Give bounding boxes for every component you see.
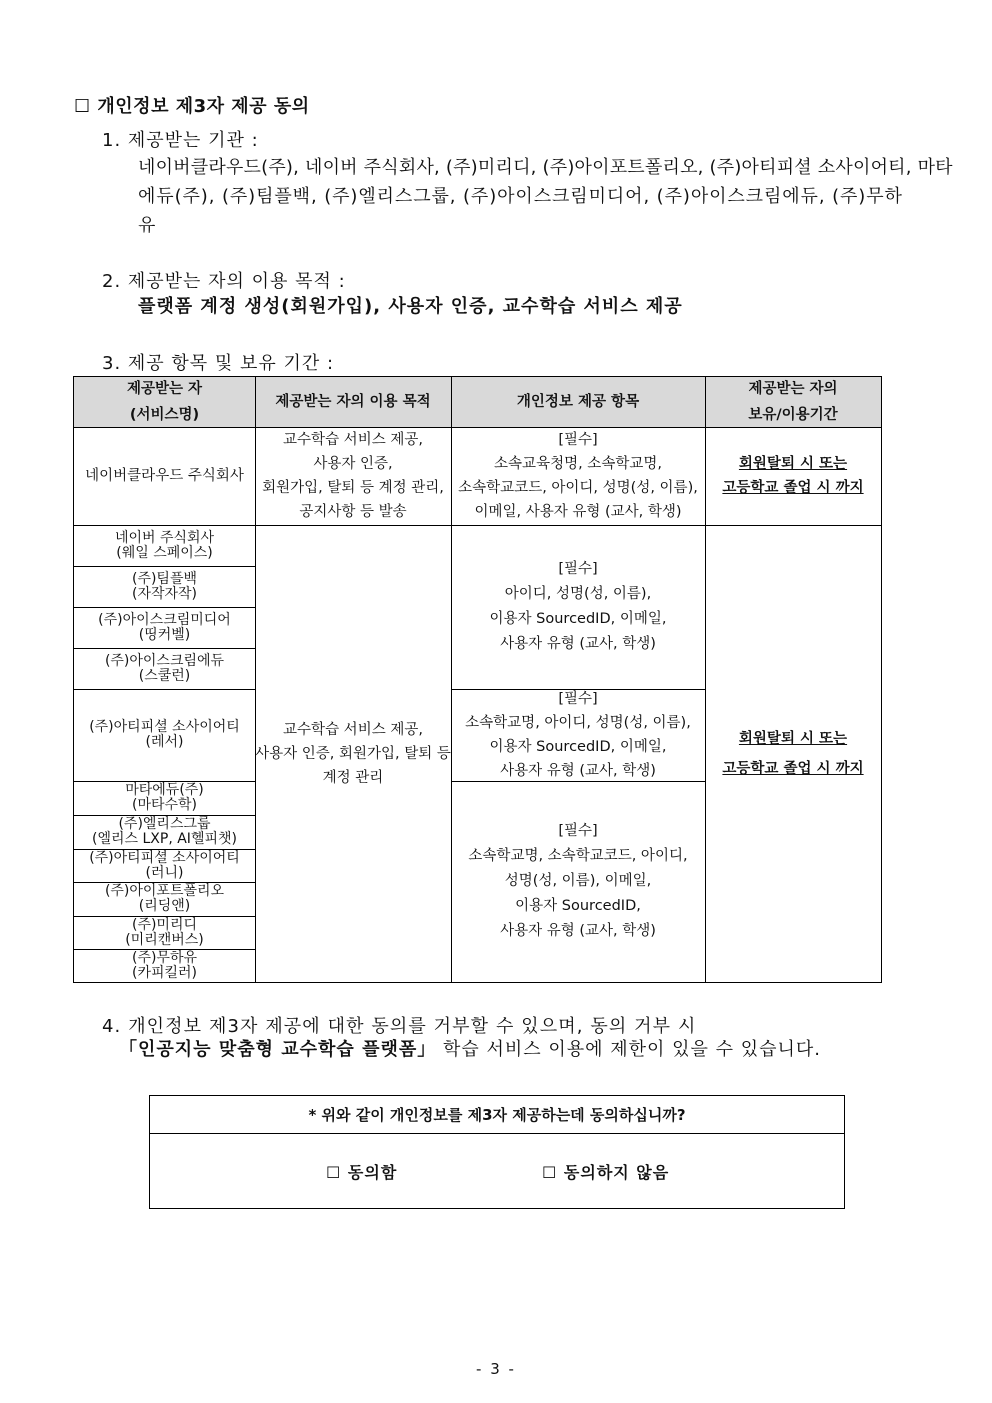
table-rule: [74, 882, 255, 883]
recipient-service: (리딩앤): [138, 898, 191, 914]
table-rule: [74, 566, 255, 567]
recipient-cell: [74, 949, 255, 982]
item2-heading: 2. 제공받는 자의 이용 목적 :: [102, 271, 346, 292]
items-b-line: [필수]: [558, 691, 598, 707]
row1-items-line: [필수]: [558, 432, 598, 448]
recipient-service: (미리캔버스): [125, 931, 204, 948]
header-recipient-line: 제공받는 자: [126, 381, 203, 397]
recipient-name: 마타에듀(주): [125, 782, 204, 798]
recipient-cell: [74, 882, 255, 916]
recipient-service: (띵커벨): [138, 626, 191, 643]
recipient-name: (주)미리디: [131, 916, 198, 933]
page-number: - 3 -: [476, 1360, 516, 1378]
recipient-service: (자작자작): [131, 585, 198, 602]
items-b-line: 이용자 SourcedID, 이메일,: [489, 739, 667, 755]
table-rule: [451, 689, 705, 690]
row1-purpose-line: 공지사항 등 발송: [299, 504, 407, 520]
item1-body: [138, 153, 953, 240]
recipient-cell: [74, 607, 255, 648]
recipient-cell: [74, 916, 255, 949]
recipient-name: (주)엘리스그룹: [118, 816, 211, 832]
row1-purpose-line: 사용자 인증,: [313, 456, 393, 472]
recipient-cell: [74, 648, 255, 689]
group-purpose-line: 교수학습 서비스 제공,: [283, 721, 423, 738]
item1-line: 네이버클라우드(주), 네이버 주식회사, (주)미리디, (주)아이포트폴리오, (주)아티피셜 소사이어티, 마타: [138, 157, 953, 178]
table-rule: [705, 377, 706, 982]
header-recipient: [74, 377, 255, 427]
item1-heading: 1. 제공받는 기관 :: [102, 130, 259, 151]
group-period-line: 고등학교 졸업 시 까지: [722, 760, 864, 777]
row1-period-line: 고등학교 졸업 시 까지: [722, 480, 864, 496]
item4-line2: [119, 1035, 821, 1061]
recipient-name: (주)팀플백: [131, 570, 198, 587]
items-a-line: 아이디, 성명(성, 이름),: [504, 586, 652, 602]
group-period-line: 회원탈퇴 시 또는: [738, 730, 848, 747]
table-rule: [74, 607, 255, 608]
row1-purpose-line: 회원가입, 탈퇴 등 계정 관리,: [262, 480, 444, 496]
header-period: [705, 377, 881, 427]
recipient-service: (카피킬러): [131, 964, 198, 981]
table-rule: [255, 377, 256, 982]
item4-line2-rest: 학습 서비스 이용에 제한이 있을 수 있습니다.: [436, 1039, 821, 1060]
group-purpose-line: 사용자 인증, 회원가입, 탈퇴 등: [255, 745, 451, 762]
recipient-name: (주)아이포트폴리오: [104, 883, 225, 899]
table-rule: [74, 815, 255, 816]
group-purpose-line: 계정 관리: [322, 769, 384, 786]
items-b: [451, 689, 705, 781]
consent-question: * 위와 같이 개인정보를 제3자 제공하는데 동의하십니까?: [150, 1096, 844, 1134]
section-title: ☐ 개인정보 제3자 제공 동의: [74, 96, 310, 117]
recipient-name: (주)무하유: [131, 949, 198, 966]
items-a-line: 사용자 유형 (교사, 학생): [500, 636, 656, 652]
group-period: [705, 525, 881, 982]
items-c-line: 성명(성, 이름), 이메일,: [504, 873, 652, 889]
provision-table: [73, 376, 882, 983]
items-a-line: 이용자 SourcedID, 이메일,: [489, 611, 667, 627]
recipient-name: 네이버 주식회사: [114, 529, 215, 546]
row1-items-line: 이메일, 사용자 유형 (교사, 학생): [474, 504, 682, 520]
recipient-service: (스쿨런): [138, 667, 191, 684]
recipient-cell: [74, 689, 255, 781]
table-rule: [74, 525, 881, 526]
recipient-cell: [74, 849, 255, 882]
item4-line1: 4. 개인정보 제3자 제공에 대한 동의를 거부할 수 있으며, 동의 거부 시: [102, 1016, 697, 1037]
group-purpose: [255, 525, 451, 982]
table-rule: [74, 916, 255, 917]
row1-items: [451, 427, 705, 525]
recipient-name: (주)아이스크림미디어: [98, 611, 231, 628]
header-items: 개인정보 제공 항목: [451, 377, 705, 427]
table-rule: [74, 949, 255, 950]
table-rule: [74, 689, 255, 690]
recipient-service: (레서): [145, 734, 184, 750]
item2-text: 플랫폼 계정 생성(회원가입), 사용자 인증, 교수학습 서비스 제공: [138, 296, 683, 317]
items-a-line: [필수]: [558, 561, 598, 577]
header-purpose: 제공받는 자의 이용 목적: [255, 377, 451, 427]
recipient-name: (주)아티피셜 소사이어티: [89, 849, 240, 866]
items-c-line: [필수]: [558, 823, 598, 839]
agree-checkbox[interactable]: ☐ 동의함: [326, 1163, 398, 1182]
disagree-checkbox[interactable]: ☐ 동의하지 않음: [542, 1163, 670, 1182]
consent-box: [149, 1095, 845, 1209]
recipient-cell: [74, 525, 255, 566]
row1-period: [705, 427, 881, 525]
items-c-line: 소속학교명, 소속학교코드, 아이디,: [468, 848, 688, 864]
table-rule: [451, 781, 705, 782]
row1-purpose: [255, 427, 451, 525]
table-rule: [74, 427, 881, 428]
recipient-service: (마타수학): [131, 797, 198, 813]
item1-line: 에듀(주), (주)팀플백, (주)엘리스그룹, (주)아이스크림미디어, (주)아이스크림에듀, (주)무하: [138, 186, 903, 207]
items-c: [451, 781, 705, 982]
row1-recipient: 네이버클라우드 주식회사: [85, 468, 244, 484]
items-c-line: 이용자 SourcedID,: [515, 898, 641, 914]
table-rule: [74, 849, 255, 850]
header-period-line: 제공받는 자의: [748, 381, 838, 397]
recipient-service: (엘리스 LXP, AI헬피챗): [92, 831, 237, 847]
row1-items-line: 소속학교코드, 아이디, 성명(성, 이름),: [458, 480, 698, 496]
recipient-service: (웨일 스페이스): [116, 544, 213, 561]
recipient-cell: [74, 566, 255, 607]
row1-period-line: 회원탈퇴 시 또는: [738, 456, 848, 472]
item3-heading: 3. 제공 항목 및 보유 기간 :: [102, 353, 335, 374]
items-c-line: 사용자 유형 (교사, 학생): [500, 923, 656, 939]
table-rule: [74, 648, 255, 649]
table-rule: [74, 781, 255, 782]
items-b-line: 소속학교명, 아이디, 성명(성, 이름),: [465, 715, 691, 731]
items-b-line: 사용자 유형 (교사, 학생): [500, 763, 656, 779]
header-period-line: 보유/이용기간: [748, 407, 838, 423]
recipient-cell: [74, 781, 255, 815]
recipient-service: (러니): [145, 864, 184, 881]
recipient-cell: [74, 815, 255, 849]
header-recipient-line: (서비스명): [129, 407, 200, 423]
row1-items-line: 소속교육청명, 소속학교명,: [494, 456, 662, 472]
recipient-name: (주)아이스크림에듀: [104, 652, 225, 669]
recipient-name: (주)아티피셜 소사이어티: [89, 719, 240, 735]
row1-purpose-line: 교수학습 서비스 제공,: [283, 432, 423, 448]
items-a: [451, 525, 705, 689]
platform-name: 「인공지능 맞춤형 교수학습 플랫폼」: [119, 1039, 437, 1060]
table-rule: [451, 377, 452, 982]
item1-line: 유: [138, 215, 156, 236]
